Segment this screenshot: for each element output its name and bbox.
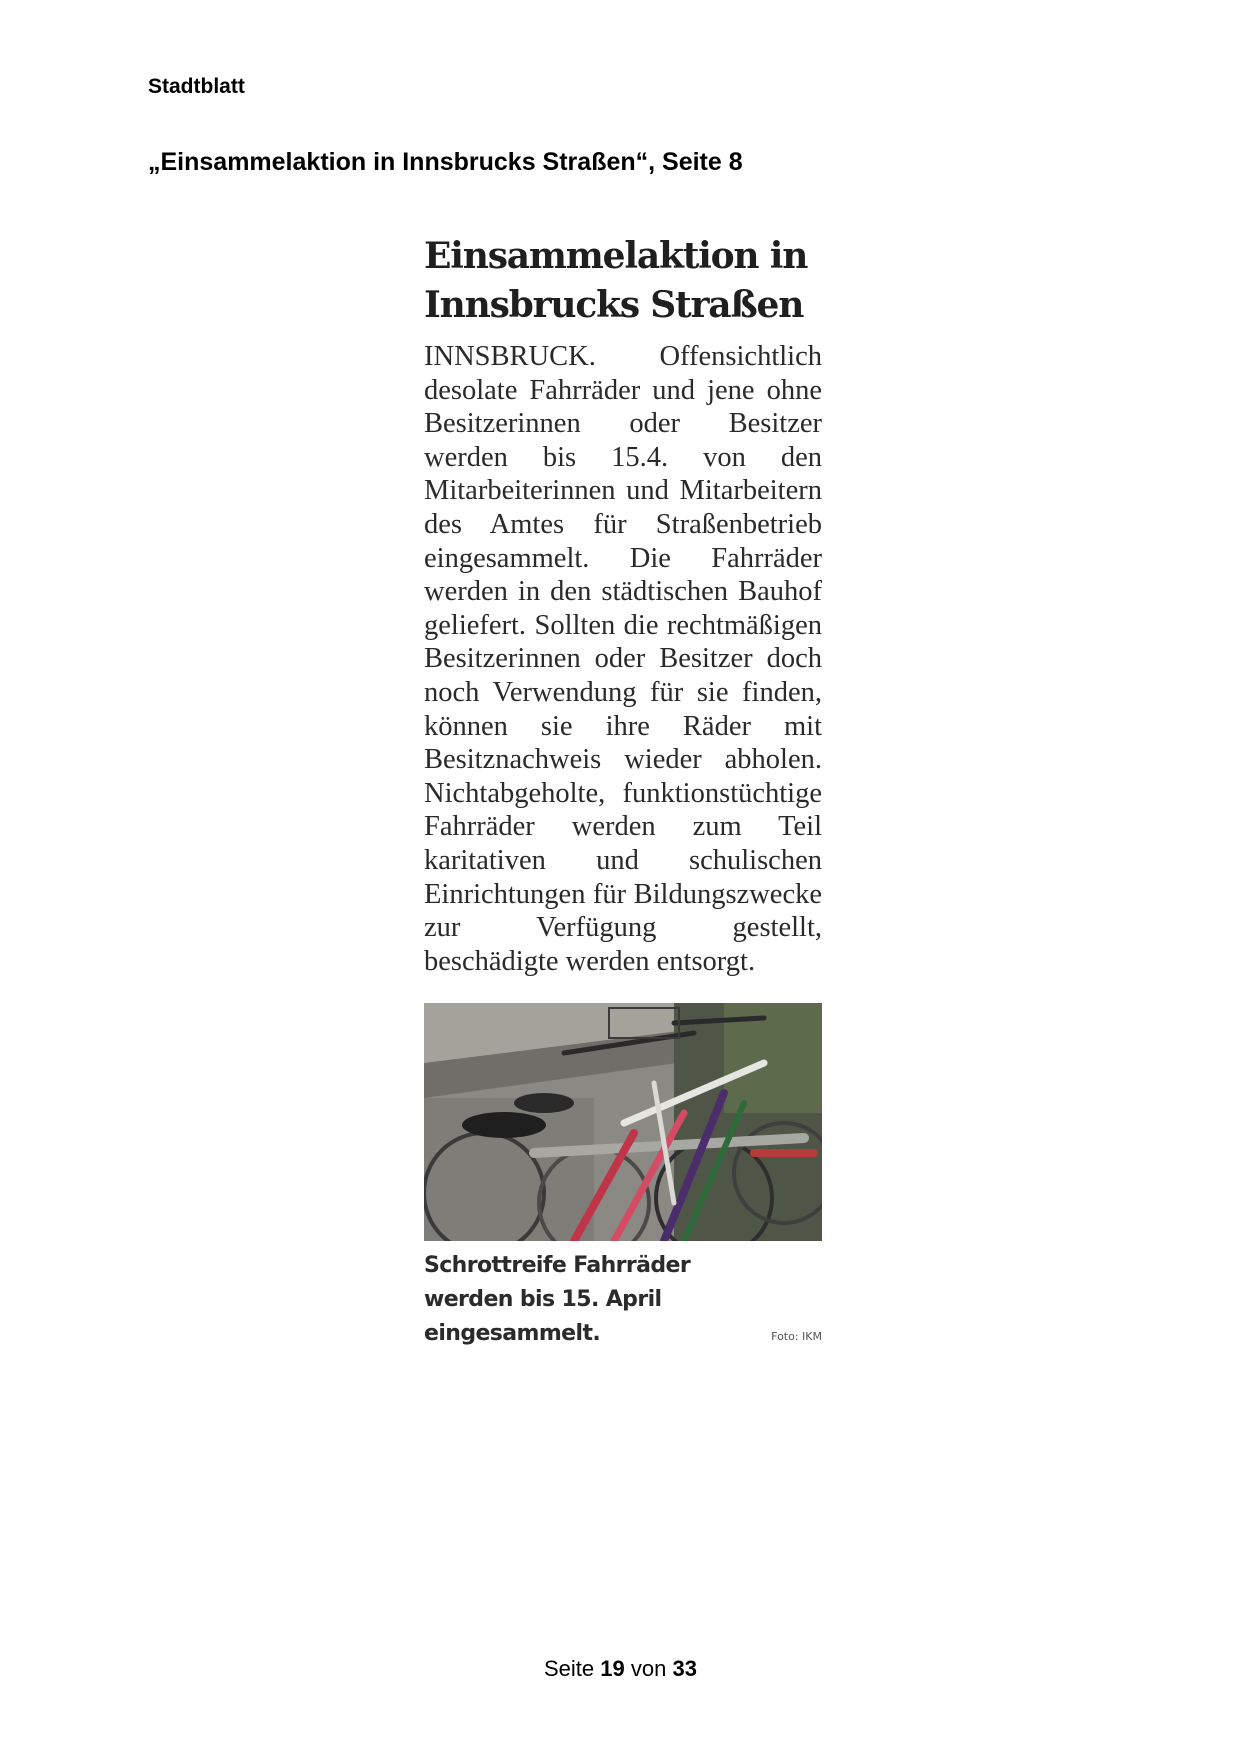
photo-credit: Foto: IKM — [771, 1330, 822, 1344]
photo-caption-row — [424, 1249, 822, 1351]
page-footer — [0, 1656, 1241, 1682]
source-name: Stadtblatt — [148, 75, 245, 98]
footer-total-pages: 33 — [672, 1656, 697, 1681]
newspaper-clipping — [424, 232, 822, 1351]
article-body: INNSBRUCK. Offensichtlich desolate Fahrräder und jene ohne Besitzerinnen oder Besitzer werden bis 15.4. von den Mitarbeiterinnen und Mitarbeitern des Amtes für Straßenbetrieb eingesammelt. Die Fahrräder werden in den städtischen Bauhof geliefert. Sollten die rechtmäßigen Besitzerinnen oder Besitzer doch noch Verwendung für sie finden, können sie ihre Räder mit Besitznachweis wieder abholen. Nichtabgeholte, funktionstüchtige Fahrräder werden zum Teil karitativen und schulischen Einrichtungen für Bildungszwecke zur Verfügung gestellt, beschädigte werden entsorgt. — [424, 341, 822, 977]
footer-middle: von — [630, 1656, 667, 1681]
article-headline — [424, 232, 822, 330]
headline-line-1: Einsammelaktion in — [424, 235, 808, 277]
photo-caption: Schrottreife Fahrräder werden bis 15. April eingesammelt. — [424, 1253, 691, 1347]
article-reference: „Einsammelaktion in Innsbrucks Straßen“, Seite 8 — [148, 148, 743, 176]
footer-prefix: Seite — [544, 1656, 595, 1681]
footer-page-number: 19 — [600, 1656, 625, 1681]
bicycles-photo — [424, 1003, 822, 1241]
headline-line-2: Innsbrucks Straßen — [424, 284, 804, 326]
